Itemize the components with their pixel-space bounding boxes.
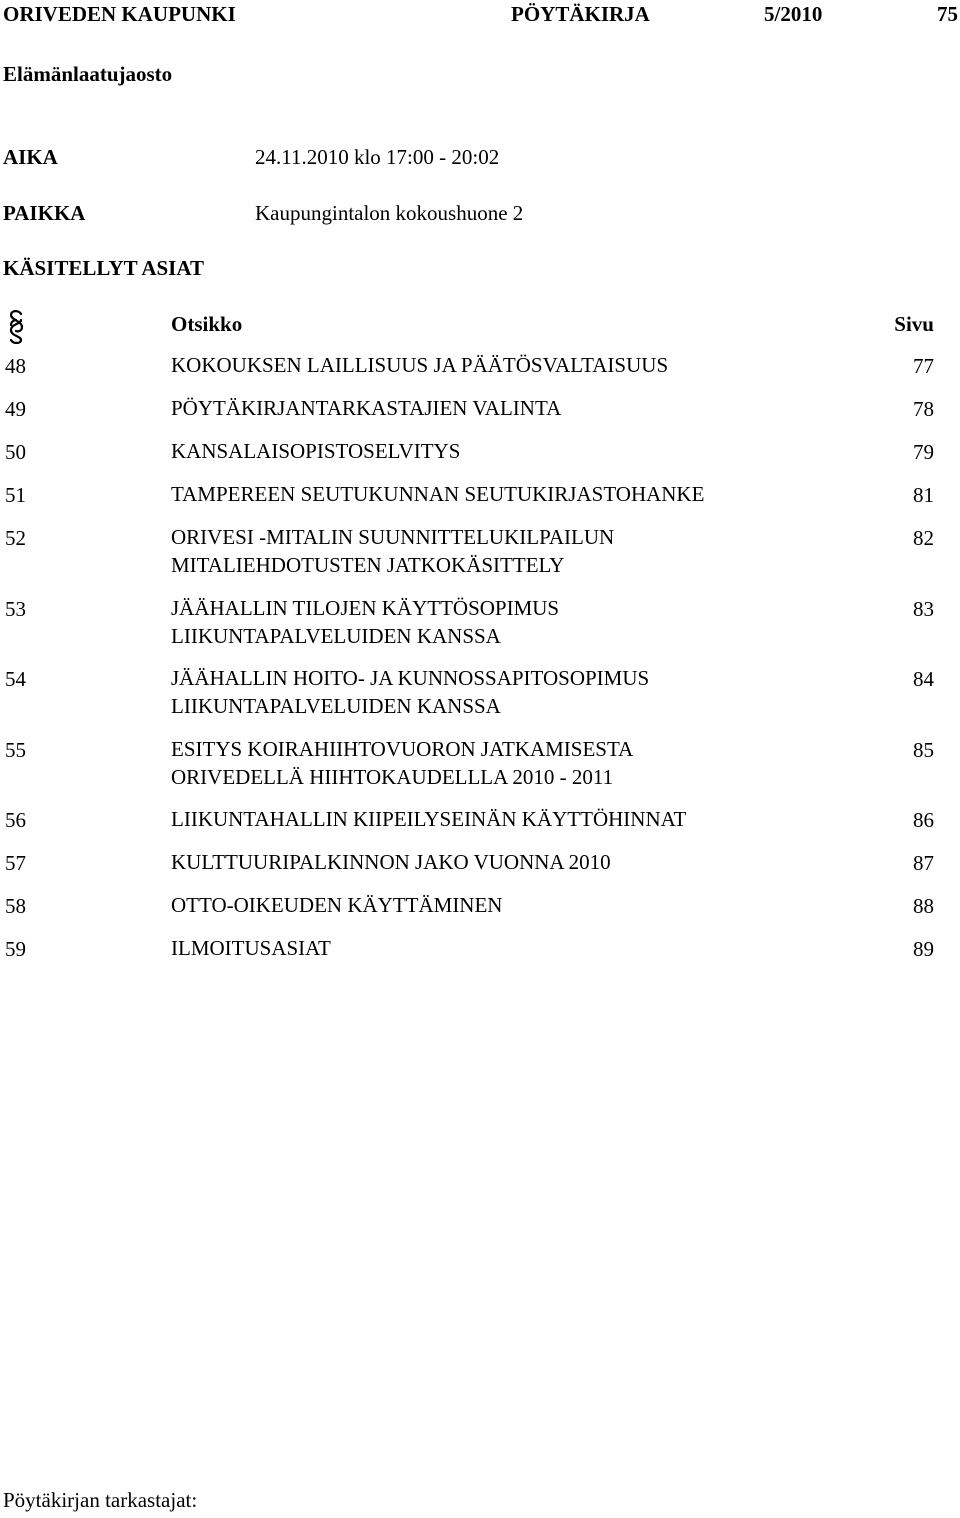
document-number: 5/2010: [764, 2, 823, 26]
page-number: 75: [937, 2, 958, 26]
toc-item-number: 50: [5, 440, 26, 464]
toc-item-page: 86: [913, 808, 934, 832]
items-heading: KÄSITELLYT ASIAT: [3, 256, 204, 280]
toc-item-title: JÄÄHALLIN HOITO- JA KUNNOSSAPITOSOPIMUS LIIKUNTAPALVELUIDEN KANSSA: [171, 666, 650, 718]
toc-item-number: 56: [5, 808, 26, 832]
toc-item-page: 88: [913, 894, 934, 918]
toc-item-page: 78: [913, 397, 934, 421]
toc-item-number: 59: [5, 937, 26, 961]
toc-item-title: TAMPEREEN SEUTUKUNNAN SEUTUKIRJASTOHANKE: [171, 482, 705, 506]
inspectors-label: Pöytäkirjan tarkastajat:: [3, 1488, 198, 1512]
time-label: AIKA: [3, 145, 58, 169]
toc-item-page: 84: [913, 667, 934, 691]
toc-item-page: 85: [913, 738, 934, 762]
toc-title-header: Otsikko: [171, 312, 243, 336]
toc-item-page: 79: [913, 440, 934, 464]
toc-item-page: 82: [913, 526, 934, 550]
toc-item-number: 49: [5, 397, 26, 421]
toc-item-number: 51: [5, 483, 26, 507]
toc-item-title: ESITYS KOIRAHIIHTOVUORON JATKAMISESTA ORIVEDELLÄ HIIHTOKAUDELLLA 2010 - 2011: [171, 737, 634, 789]
toc-item-title: JÄÄHALLIN TILOJEN KÄYTTÖSOPIMUS LIIKUNTAPALVELUIDEN KANSSA: [171, 596, 560, 648]
toc-item-title: PÖYTÄKIRJANTARKASTAJIEN VALINTA: [171, 396, 562, 420]
toc-item-number: 52: [5, 526, 26, 550]
time-value: 24.11.2010 klo 17:00 - 20:02: [255, 145, 500, 169]
toc-item-title: LIIKUNTAHALLIN KIIPEILYSEINÄN KÄYTTÖHINNAT: [171, 807, 687, 831]
toc-page-header: Sivu: [894, 312, 934, 336]
toc-item-page: 77: [913, 354, 934, 378]
toc-item-number: 57: [5, 851, 26, 875]
toc-item-title: ILMOITUSASIAT: [171, 936, 331, 960]
toc-item-page: 89: [913, 937, 934, 961]
section-sign-icon: [3, 308, 29, 344]
place-label: PAIKKA: [3, 201, 86, 225]
toc-item-title: KOKOUKSEN LAILLISUUS JA PÄÄTÖSVALTAISUUS: [171, 353, 669, 377]
toc-item-title: KANSALAISOPISTOSELVITYS: [171, 439, 461, 463]
document-type: PÖYTÄKIRJA: [511, 2, 650, 26]
toc-item-page: 81: [913, 483, 934, 507]
toc-item-number: 58: [5, 894, 26, 918]
toc-item-page: 83: [913, 597, 934, 621]
toc-item-title: KULTTUURIPALKINNON JAKO VUONNA 2010: [171, 850, 611, 874]
toc-item-number: 53: [5, 597, 26, 621]
toc-item-page: 87: [913, 851, 934, 875]
organization-name: ORIVEDEN KAUPUNKI: [3, 2, 236, 26]
toc-item-title: OTTO-OIKEUDEN KÄYTTÄMINEN: [171, 893, 503, 917]
toc-item-title: ORIVESI -MITALIN SUUNNITTELUKILPAILUN MITALIEHDOTUSTEN JATKOKÄSITTELY: [171, 525, 615, 577]
toc-item-number: 54: [5, 667, 26, 691]
committee-name: Elämänlaatujaosto: [3, 62, 173, 86]
place-value: Kaupungintalon kokoushuone 2: [255, 201, 524, 225]
toc-item-number: 55: [5, 738, 26, 762]
toc-item-number: 48: [5, 354, 26, 378]
